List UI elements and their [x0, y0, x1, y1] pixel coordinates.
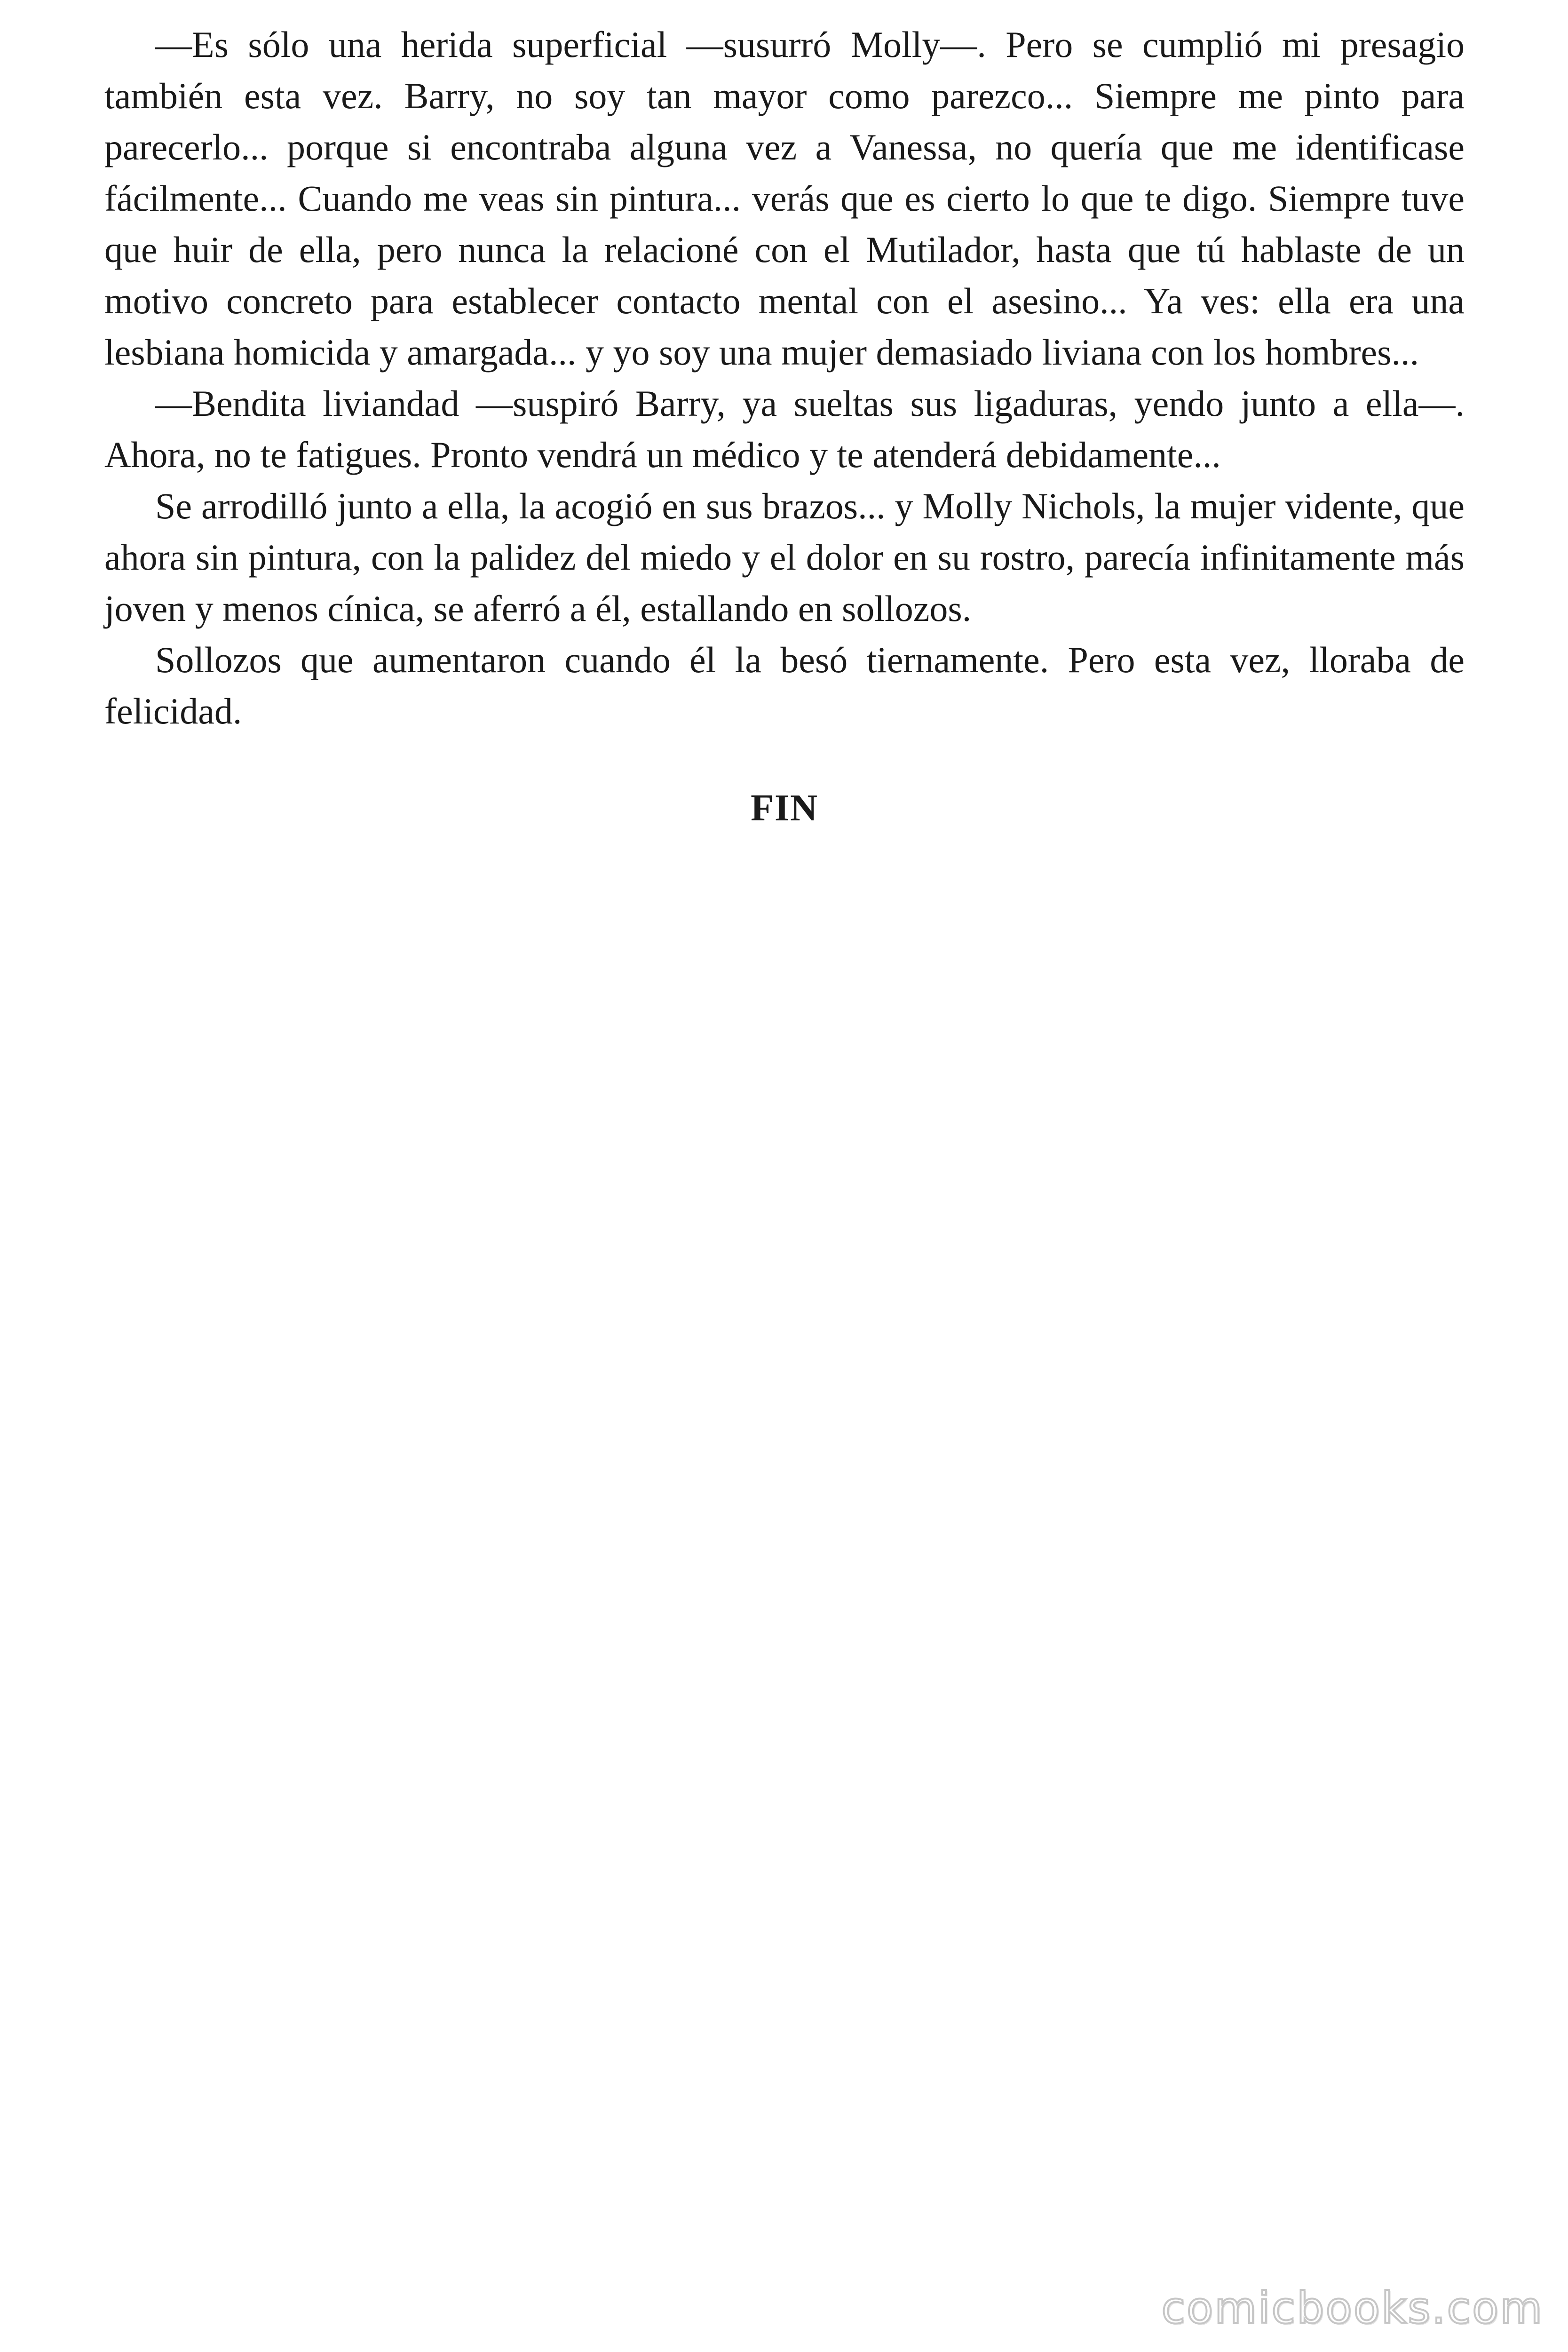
paragraph-2: —Bendita liviandad —suspiró Barry, ya sueltas sus ligaduras, yendo junto a ella—. Ahora, no te fatigues. Pronto vendrá un médico y te atenderá debidamente... [104, 383, 1465, 475]
paragraph-1: —Es sólo una herida superficial —susurró Molly—. Pero se cumplió mi presagio también esta vez. Barry, no soy tan mayor como parezco... Siempre me pinto para parecerlo... porque si encontraba alguna vez a Vanessa, no quería que me identificase fácilmente... Cuando me veas sin pintura... verás que es cierto lo que te digo. Siempre tuve que huir de ella, pero nunca la relacioné con el Mutilador, hasta que tú hablaste de un motivo concreto para establecer contacto mental con el asesino... Ya ves: ella era una lesbiana homicida y amargada... y yo soy una mujer demasiado liviana con los hombres... [104, 24, 1465, 373]
body-text [104, 19, 1465, 834]
paragraph-3: Se arrodilló junto a ella, la acogió en sus brazos... y Molly Nichols, la mujer vidente, que ahora sin pintura, con la palidez del miedo y el dolor en su rostro, parecía infinitamente más joven y menos cínica, se aferró a él, estallando en sollozos. [104, 485, 1465, 629]
end-heading: FIN [751, 787, 818, 829]
watermark-logo: comicbooks.com [1161, 2283, 1544, 2333]
paragraph-4: Sollozos que aumentaron cuando él la besó tiernamente. Pero esta vez, lloraba de felicidad. [104, 639, 1465, 731]
